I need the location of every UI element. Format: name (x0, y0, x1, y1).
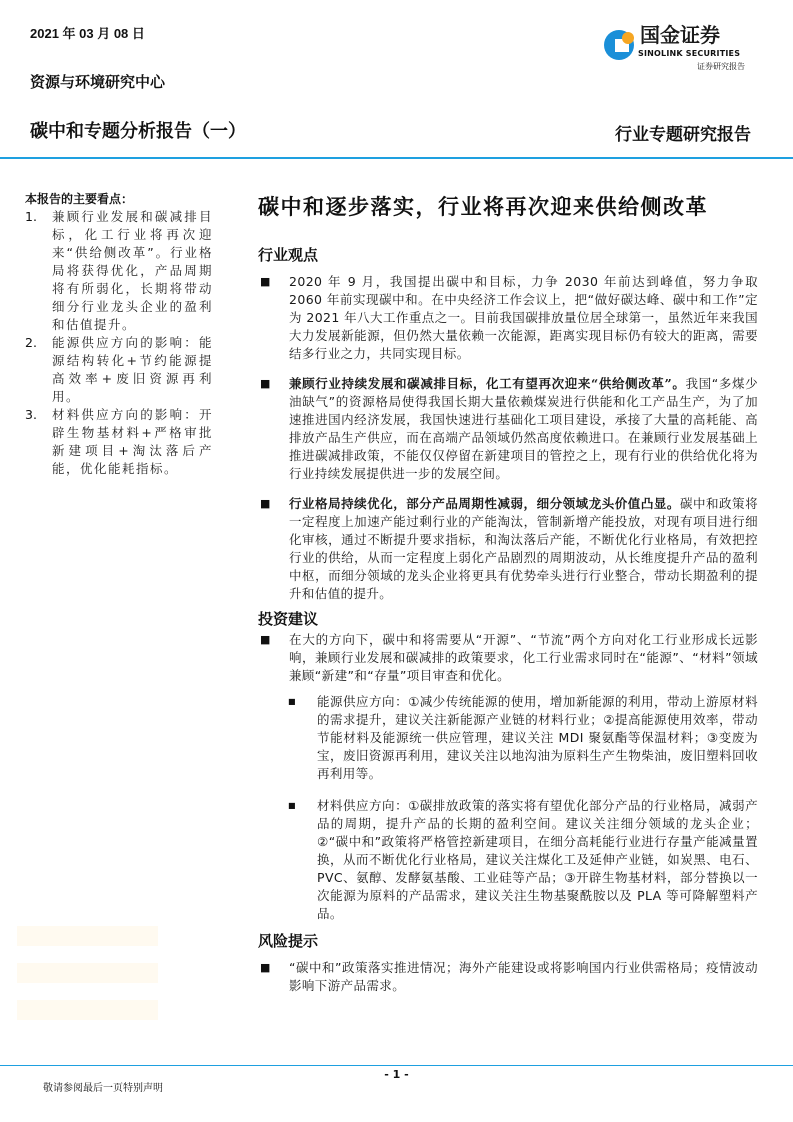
sidebar-item (25, 406, 213, 478)
sub-item (287, 797, 758, 923)
footer-disclaimer: 敬请参阅最后一页特别声明 (43, 1083, 163, 1094)
sidebar-box (17, 1000, 158, 1020)
bullet-square-icon: ■ (260, 633, 271, 646)
page-number: - 1 - (384, 1068, 409, 1081)
invest-paragraph (258, 631, 758, 685)
report-title: 碳中和专题分析报告（一） (30, 121, 246, 142)
paragraph-text: 我国“多煤少油缺气”的资源格局使得我国长期大量依赖煤炭进行供能和化工产品生产，为了加速推进国内经济发展，我国快速进行基础化工项目建设，承接了大量的高耗能、高排放产品生产供应，而在高端产品领域仍然高度依赖进口。在兼顾行业发展基础上推进碳减排政策，不能仅仅停留在新建项目的管控之上，现有行业的供给优化将为行业持续发展提供进一步的发展空间。 (289, 376, 758, 481)
report-date: 2021 年 03 月 08 日 (30, 26, 145, 41)
section-heading-invest: 投资建议 (258, 610, 319, 628)
sinolink-logo-icon (602, 26, 638, 62)
item-text: 兼顾行业发展和碳减排目标，化工行业将再次迎来“供给侧改革”。行业格局将获得优化，产品周期将有所弱化，长期将带动细分行业龙头企业的盈利和估值提升。 (52, 209, 213, 332)
sub-bullet-icon: ■ (288, 697, 296, 706)
sub-item-text: 能源供应方向：①减少传统能源的使用，增加新能源的利用，带动上游原材料的需求提升，建议关注新能源产业链的材料行业；②提高能源使用效率，带动节能材料及能源统一供应管理，建议关注 MDI 聚氨酯等保温材料；③变废为宝，废旧资源再利用，建议关注以地沟油为原料生产生物柴油，废旧塑料回收再利用等。 (317, 694, 758, 781)
sub-item (287, 693, 758, 783)
sidebar-box (17, 963, 158, 983)
views-paragraph (258, 375, 758, 483)
paragraph-text: 2020 年 9 月，我国提出碳中和目标，力争 2030 年前达到峰值，努力争取 2060 年前实现碳中和。在中央经济工作会议上，把“做好碳达峰、碳中和工作”定为 2021 年八大工作重点之一。目前我国碳排放量位居全球第一，虽然近年来我国大力发展新能源，但仍然大量依赖一次能源，距离实现目标仍有较大的距离，需要结多行业之力，共同实现目标。 (289, 274, 758, 361)
report-type: 行业专题研究报告 (615, 125, 751, 145)
paragraph-text: 碳中和政策将一定程度上加速产能过剩行业的产能淘汰，管制新增产能投放，对现有项目进行细化审核，通过不断提升要求指标，和淘汰落后产能，不断优化行业格局，有效把控行业的供给，从而一定程度上弱化产品剧烈的周期波动，从长维度提升产品的盈利中枢，而细分领域的龙头企业将更具有优势牵头进行行业整合，带动长期盈利的提升和估值的提升。 (289, 496, 758, 601)
section-heading-risk: 风险提示 (258, 932, 319, 950)
item-text: 材料供应方向的影响：开辟生物基材料+严格审批新建项目+淘汰落后产能，优化能耗指标。 (52, 407, 213, 476)
item-text: 能源供应方向的影响：能源结构转化+节约能源提高效率+废旧资源再利用。 (52, 335, 213, 404)
logo-name-en: SINOLINK SECURITIES (638, 49, 741, 58)
bullet-square-icon: ■ (260, 961, 271, 974)
bullet-square-icon: ■ (260, 377, 271, 390)
views-paragraph (258, 495, 758, 603)
footer-divider (0, 1065, 793, 1066)
sidebar-item (25, 208, 213, 334)
sidebar-heading: 本报告的主要看点： (25, 192, 134, 206)
sidebar-highlights (25, 190, 213, 478)
item-number: 1. (25, 209, 37, 224)
main-content (258, 193, 758, 995)
paragraph-lead: 行业格局持续优化，部分产品周期性减弱，细分领域龙头价值凸显。 (289, 496, 680, 511)
paragraph-lead: 兼顾行业持续发展和碳减排目标，化工有望再次迎来“供给侧改革”。 (289, 376, 686, 391)
research-center: 资源与环境研究中心 (30, 73, 166, 91)
bullet-square-icon: ■ (260, 497, 271, 510)
sub-item-text: 材料供应方向：①碳排放政策的落实将有望优化部分产品的行业格局，减弱产品的周期，提升产品的长期的盈利空间。建议关注细分领域的龙头企业；②“碳中和”政策将严格管控新建项目，在细分高耗能行业进行存量产能减量置换，从而不断优化行业格局，建议关注煤化工及延伸产业链，如炭黑、电石、PVC、氨醇、发酵氨基酸、工业硅等产品；③开辟生物基材料，部分替换以一次能源为原料的产品需求，建议关注生物基聚酰胺以及 PLA 等可降解塑料产品。 (317, 798, 758, 921)
logo-subtitle: 证券研究报告 (697, 62, 745, 71)
views-paragraph (258, 273, 758, 363)
bullet-square-icon: ■ (260, 275, 271, 288)
sidebar-box (17, 926, 158, 946)
paragraph-text: 在大的方向下，碳中和将需要从“开源”、“节流”两个方向对化工行业形成长远影响，兼顾行业发展和碳减排的政策要求，化工行业需求同时在“能源”、“材料”领域兼顾“新建”和“存量”项目审查和优化。 (289, 632, 758, 683)
sub-bullet-icon: ■ (288, 801, 296, 810)
risk-paragraph (258, 959, 758, 995)
sidebar-item (25, 334, 213, 406)
section-heading-views: 行业观点 (258, 246, 319, 264)
item-number: 2. (25, 335, 37, 350)
headline: 碳中和逐步落实，行业将再次迎来供给侧改革 (258, 195, 708, 219)
paragraph-text: “碳中和”政策落实推进情况；海外产能建设或将影响国内行业供需格局；疫情波动影响下游产品需求。 (289, 960, 758, 993)
header-divider (0, 157, 793, 159)
logo-name-cn: 国金证券 (640, 23, 720, 47)
item-number: 3. (25, 407, 37, 422)
